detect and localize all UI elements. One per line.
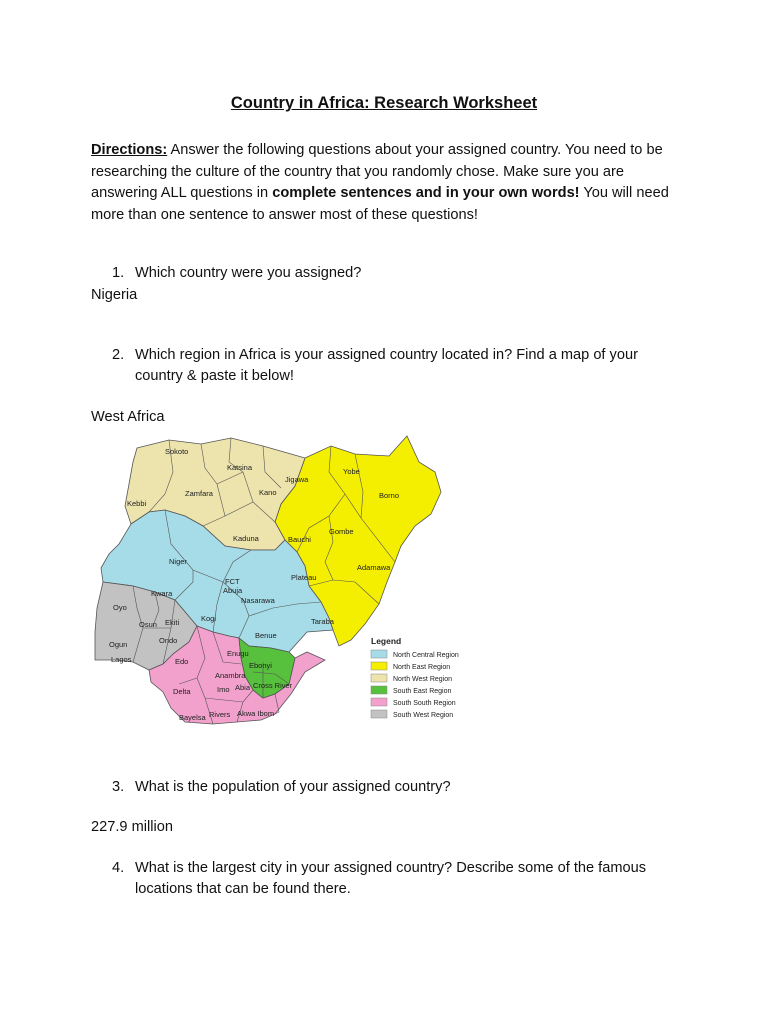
answer-1: Nigeria [91, 287, 138, 303]
state-label-ogun: Ogun [109, 640, 128, 649]
state-label-nasarawa: Nasarawa [241, 596, 275, 605]
question-text: Which country were you assigned? [135, 265, 362, 281]
map-svg [93, 432, 465, 730]
state-label-oyo: Oyo [113, 603, 127, 612]
state-label-imo: Imo [217, 685, 230, 694]
state-label-lagos: Lagos [111, 655, 132, 664]
state-label-osun: Osun [139, 620, 157, 629]
directions-label: Directions: [91, 142, 168, 158]
state-label-sokoto: Sokoto [165, 447, 189, 456]
state-label-jigawa: Jigawa [285, 475, 309, 484]
state-label-taraba: Taraba [311, 617, 334, 626]
state-label-cross-river: Cross River [253, 681, 293, 690]
directions-bold-text: complete sentences and in your own words! [272, 185, 580, 201]
state-label-akwa-ibom: Akwa Ibom [237, 709, 275, 718]
question-text: What is the largest city in your assigned country? Describe some of the famous locations that can be found there. [135, 860, 647, 897]
legend-label-north-east: North East Region [393, 664, 451, 671]
state-label-ekiti: Ekiti [165, 618, 180, 627]
state-label-ondo: Ondo [159, 636, 178, 645]
legend-swatch-south-west [371, 710, 387, 718]
page-title: Country in Africa: Research Worksheet [230, 94, 538, 112]
legend-swatch-south-south [371, 698, 387, 706]
legend-swatch-south-east [371, 686, 387, 694]
state-label-kaduna: Kaduna [233, 534, 259, 543]
state-label-kogi: Kogi [201, 614, 217, 623]
state-label-kebbi: Kebbi [127, 499, 147, 508]
state-label-abia: Abia [235, 683, 251, 692]
state-label-delta: Delta [173, 687, 191, 696]
state-label-borno: Borno [379, 491, 400, 500]
state-label-edo: Edo [175, 657, 189, 666]
question-number: 2. [112, 347, 125, 363]
legend-label-north-west: North West Region [393, 676, 453, 683]
question-number: 3. [112, 779, 125, 795]
legend-label-south-east: South East Region [393, 688, 452, 695]
state-label-kwara: Kwara [151, 589, 173, 598]
directions-paragraph [91, 140, 691, 226]
state-label-rivers: Rivers [209, 710, 231, 719]
state-label-anambra: Anambra [215, 671, 246, 680]
state-label-plateau: Plateau [291, 573, 317, 582]
question-text: Which region in Africa is your assigned country located in? Find a map of your country & paste it below! [135, 347, 638, 384]
state-label-katsina: Katsina [227, 463, 253, 472]
directions-text-1: Answer the following questions about your assigned country. You need to be researching the culture of the country that you randomly chose. Make sure you are answering ALL questions in [91, 142, 663, 201]
state-label-bauchi: Bauchi [288, 535, 311, 544]
legend-label-south-west: South West Region [393, 712, 454, 719]
legend-title: Legend [371, 636, 402, 646]
question-number: 4. [112, 860, 125, 876]
legend-swatch-north-central [371, 650, 387, 658]
answer-2: West Africa [91, 409, 165, 425]
state-label-gombe: Gombe [329, 527, 354, 536]
state-label-fct: FCT [225, 577, 240, 586]
state-label-zamfara: Zamfara [185, 489, 213, 498]
legend-label-south-south: South South Region [393, 700, 456, 707]
state-label-benue: Benue [255, 631, 277, 640]
legend-label-north-central: North Central Region [393, 652, 459, 659]
legend-swatch-north-east [371, 662, 387, 670]
answer-3: 227.9 million [91, 819, 173, 835]
directions-text-2: You will need more than one sentence to answer most of these questions! [91, 185, 669, 223]
state-label-enugu: Enugu [227, 649, 249, 658]
question-number: 1. [112, 265, 125, 281]
state-label-niger: Niger [169, 557, 187, 566]
question-2 [112, 345, 672, 387]
legend-swatch-north-west [371, 674, 387, 682]
nigeria-region-map [93, 432, 465, 730]
state-label-ebonyi: Ebonyi [249, 661, 272, 670]
question-text: What is the population of your assigned country? [135, 779, 451, 795]
question-4 [112, 858, 672, 900]
state-label-bayelsa: Bayelsa [179, 713, 206, 722]
question-3 [112, 777, 672, 798]
question-1 [112, 263, 672, 284]
state-label-kano: Kano [259, 488, 277, 497]
state-label-abuja: Abuja [223, 586, 243, 595]
state-label-adamawa: Adamawa [357, 563, 391, 572]
state-label-yobe: Yobe [343, 467, 360, 476]
